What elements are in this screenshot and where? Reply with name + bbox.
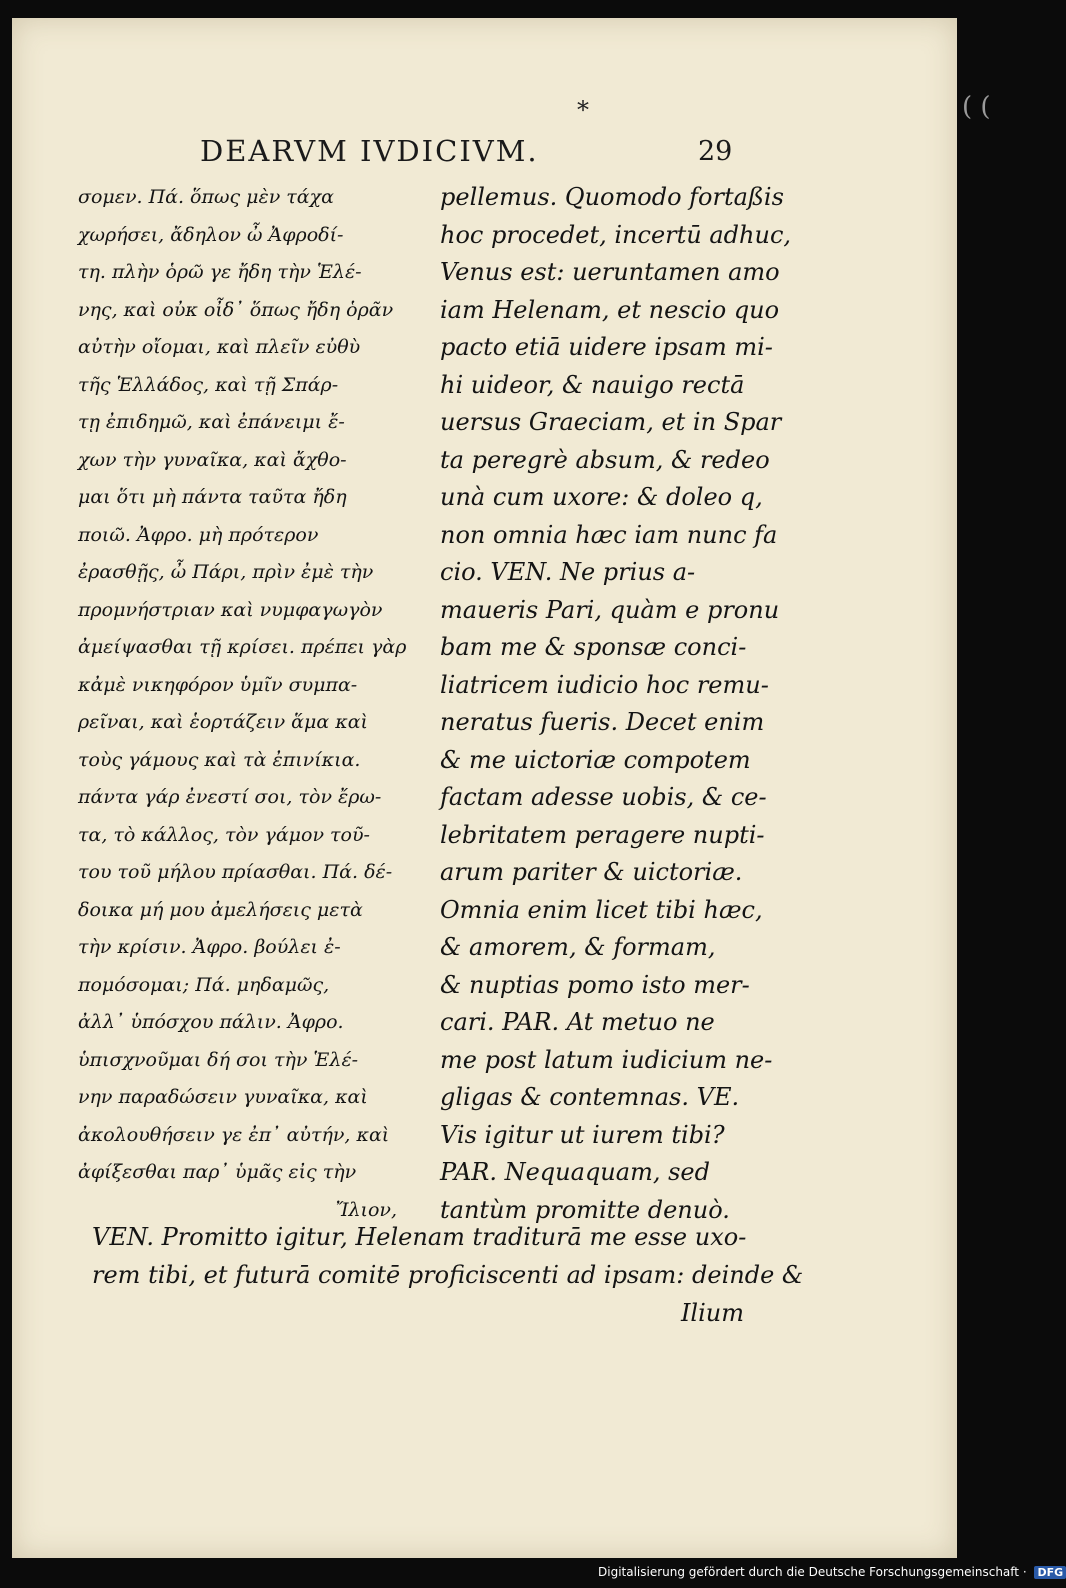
text-line: arum pariter & uictoriæ. xyxy=(440,858,743,886)
text-line: pacto etiā uidere ipsam mi- xyxy=(440,333,773,361)
text-line: factam adesse uobis, & ce- xyxy=(440,783,767,811)
text-line: νην παραδώσειν γυναῖκα, καὶ xyxy=(78,1086,368,1108)
text-line: χων τὴν γυναῖκα, καὶ ἄχθο- xyxy=(78,448,347,471)
text-line: uersus Graeciam, et in Spar xyxy=(440,408,782,436)
text-line: rem tibi, et futurā comitē proficiscenti ad ipsam: deinde & xyxy=(92,1261,804,1289)
greek-column xyxy=(78,179,407,1229)
text-line: PAR. Nequaquam, sed xyxy=(440,1158,710,1186)
text-line: ta peregrè absum, & redeo xyxy=(440,445,770,474)
text-line: χωρήσει, ἄδηλον ὦ Ἀφροδί- xyxy=(78,223,344,246)
text-line: τὴν κρίσιν. Ἀφρο. βούλει ἐ- xyxy=(78,936,341,958)
text-line: ὑπισχνοῦμαι δή σοι τὴν Ἑλέ- xyxy=(78,1048,359,1071)
text-line: ἐρασθῇς, ὦ Πάρι, πρὶν ἐμὲ τὴν xyxy=(78,561,374,583)
text-line: δοικα μή μου ἀμελήσεις μετὰ xyxy=(78,898,363,921)
text-line: τῃ ἐπιδημῶ, καὶ ἐπάνειμι ἔ- xyxy=(78,411,345,433)
text-line: Ἴλιον, xyxy=(335,1198,397,1221)
catchword: Ilium xyxy=(680,1299,744,1327)
text-line: lebritatem peragere nupti- xyxy=(440,820,765,849)
full-width-text xyxy=(92,1218,804,1332)
text-line: τα, τὸ κάλλος, τὸν γάμον τοῦ- xyxy=(78,823,370,846)
text-line: Vis igitur ut iurem tibi? xyxy=(440,1120,725,1149)
text-line: σομεν. Πά. ὅπως μὲν τάχα xyxy=(78,186,334,208)
page-number: 29 xyxy=(698,136,733,167)
text-line: ἀκολουθήσειν γε ἐπ᾽ αὐτήν, καὶ xyxy=(78,1123,390,1146)
text-line: κἀμὲ νικηφόρον ὑμῖν συμπα- xyxy=(78,673,358,696)
text-line: pellemus. Quomodo fortaßis xyxy=(440,183,784,211)
text-line: hi uideor, & nauigo rectā xyxy=(440,370,745,399)
text-line: gligas & contemnas. VE. xyxy=(440,1083,740,1111)
text-line: bam me & sponsæ conci- xyxy=(440,633,747,661)
text-line: προμνήστριαν καὶ νυμφαγωγὸν xyxy=(78,598,383,621)
text-line: αὐτὴν οἴομαι, καὶ πλεῖν εὐθὺ xyxy=(78,336,361,358)
text-line: τη. πλὴν ὁρῶ γε ἤδη τὴν Ἑλέ- xyxy=(78,261,362,283)
text-line: neratus fueris. Decet enim xyxy=(440,708,765,736)
text-line: & nuptias pomo isto mer- xyxy=(440,970,750,999)
text-line: ἀφίξεσθαι παρ᾽ ὑμᾶς εἰς τὴν xyxy=(78,1161,357,1183)
text-line: hoc procedet, incertū adhuc, xyxy=(440,220,792,249)
book-page xyxy=(12,18,957,1558)
dfg-logo-icon: DFG xyxy=(1034,1566,1066,1579)
text-line: ρεῖναι, καὶ ἑορτάζειν ἅμα καὶ xyxy=(78,711,368,733)
text-line: maueris Pari, quàm e pronu xyxy=(440,595,780,624)
text-line: liatricem iudicio hoc remu- xyxy=(440,670,769,699)
text-line: non omnia hæc iam nunc fa xyxy=(440,520,778,549)
text-line: μαι ὅτι μὴ πάντα ταῦτα ἤδη xyxy=(78,486,347,508)
text-line: τοὺς γάμους καὶ τὰ ἐπινίκια. xyxy=(78,748,361,771)
text-line: Omnia enim licet tibi hæc, xyxy=(440,895,763,924)
text-line: & me uictoriæ compotem xyxy=(440,745,751,774)
digitization-footer xyxy=(598,1565,1066,1579)
text-line: πομόσομαι; Πά. μηδαμῶς, xyxy=(78,973,330,996)
text-line: Venus est: ueruntamen amo xyxy=(440,258,780,286)
text-line: του τοῦ μήλου πρίασθαι. Πά. δέ- xyxy=(78,861,393,883)
text-line: ποιῶ. Ἀφρο. μὴ πρότερον xyxy=(78,523,319,546)
text-line: ἀλλ᾽ ὑπόσχου πάλιν. Ἀφρο. xyxy=(78,1011,344,1033)
text-line: unà cum uxore: & doleo q, xyxy=(440,483,763,511)
running-title: DEARVM IVDICIVM. xyxy=(200,134,539,168)
text-line: cio. VEN. Ne prius a- xyxy=(440,558,696,586)
text-line: πάντα γάρ ἐνεστί σοι, τὸν ἔρω- xyxy=(78,786,382,808)
text-line: ἀμείψασθαι τῇ κρίσει. πρέπει γὰρ xyxy=(78,636,407,658)
page-edge-marks: ( ( xyxy=(962,92,991,122)
text-line: & amorem, & formam, xyxy=(440,933,716,961)
text-line: cari. PAR. At metuo ne xyxy=(440,1008,715,1036)
latin-column xyxy=(440,179,792,1229)
text-line: τῆς Ἑλλάδος, καὶ τῇ Σπάρ- xyxy=(78,373,339,396)
text-line: VEN. Promitto igitur, Helenam traditurā me esse uxo- xyxy=(92,1223,747,1251)
text-line: νης, καὶ οὐκ οἶδ᾽ ὅπως ἤδη ὁρᾶν xyxy=(78,298,394,321)
text-line: tantùm promitte denuò. xyxy=(440,1195,730,1224)
printer-mark: * xyxy=(577,96,589,124)
text-line: iam Helenam, et nescio quo xyxy=(440,295,780,324)
footer-text: Digitalisierung gefördert durch die Deutsche Forschungsgemeinschaft · xyxy=(598,1565,1027,1579)
text-line: me post latum iudicium ne- xyxy=(440,1045,773,1074)
